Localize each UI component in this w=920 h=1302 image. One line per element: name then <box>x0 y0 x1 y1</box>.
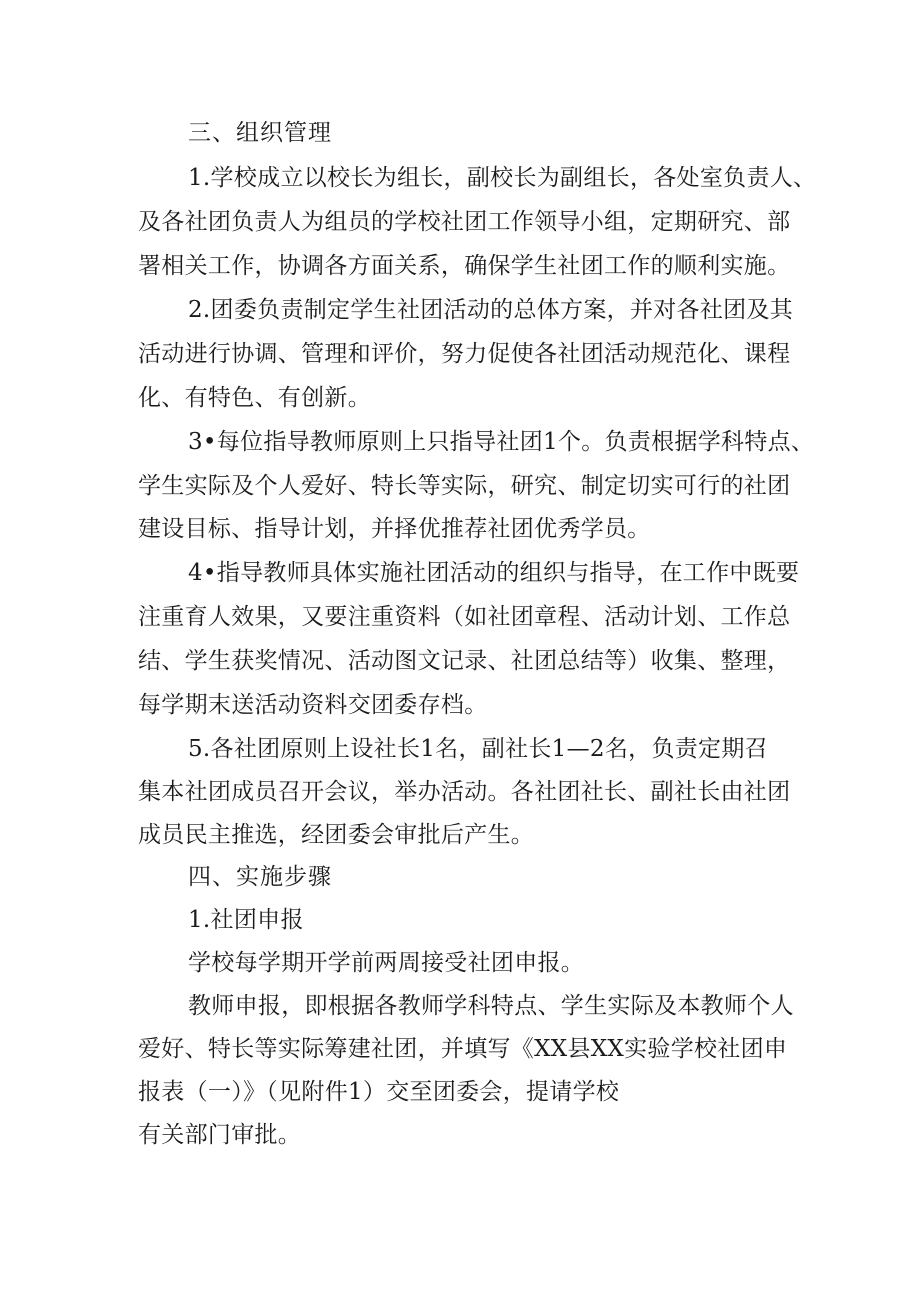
paragraph-2-line-3: 化、有特色、有创新。 <box>138 385 371 411</box>
paragraph-5-line-2: 集本社团成员召开会议，举办活动。各社团社长、副社长由社团 <box>138 779 791 805</box>
paragraph-3-line-1: 3•每位指导教师原则上只指导社团1个。负责根据学科特点、 <box>188 429 815 455</box>
paragraph-5-line-1: 5.各社团原则上设社长1名，副社长1—2名，负责定期召 <box>188 736 768 762</box>
paragraph-teacher-application-line-1: 教师申报，即根据各教师学科特点、学生实际及本教师个人 <box>188 993 794 1019</box>
paragraph-3-line-2: 学生实际及个人爱好、特长等实际，研究、制定切实可行的社团 <box>138 473 791 499</box>
paragraph-1-line-3: 署相关工作，协调各方面关系，确保学生社团工作的顺利实施。 <box>138 253 791 279</box>
paragraph-2-line-1: 2.团委负责制定学生社团活动的总体方案，并对各社团及其 <box>188 297 794 323</box>
paragraph-4-line-4: 每学期末送活动资料交团委存档。 <box>138 692 488 718</box>
section-heading-implementation: 四、实施步骤 <box>188 864 332 890</box>
paragraph-teacher-application-line-4: 有关部门审批。 <box>138 1122 302 1148</box>
paragraph-teacher-application-line-2: 爱好、特长等实际筹建社团，并填写《XX县XX实验学校社团申 <box>138 1036 788 1062</box>
paragraph-3-line-3: 建设目标、指导计划，并择优推荐社团优秀学员。 <box>138 516 651 542</box>
paragraph-4-line-1: 4•指导教师具体实施社团活动的组织与指导，在工作中既要 <box>188 560 800 586</box>
paragraph-1-line-2: 及各社团负责人为组员的学校社团工作领导小组，定期研究、部 <box>138 209 791 235</box>
paragraph-4-line-3: 结、学生获奖情况、活动图文记录、社团总结等）收集、整理， <box>138 648 791 674</box>
subheading-club-application: 1.社团申报 <box>188 907 304 933</box>
paragraph-application-intro: 学校每学期开学前两周接受社团申报。 <box>188 950 585 976</box>
paragraph-1-line-1: 1.学校成立以校长为组长，副校长为副组长，各处室负责人、 <box>188 165 817 191</box>
section-heading-organization: 三、组织管理 <box>188 120 332 146</box>
paragraph-5-line-3: 成员民主推选，经团委会审批后产生。 <box>138 822 535 848</box>
paragraph-teacher-application-line-3: 报表（一）》（见附件1）交至团委会，提请学校 <box>138 1079 620 1105</box>
paragraph-2-line-2: 活动进行协调、管理和评价，努力促使各社团活动规范化、课程 <box>138 341 791 367</box>
paragraph-4-line-2: 注重育人效果，又要注重资料（如社团章程、活动计划、工作总 <box>138 604 791 630</box>
